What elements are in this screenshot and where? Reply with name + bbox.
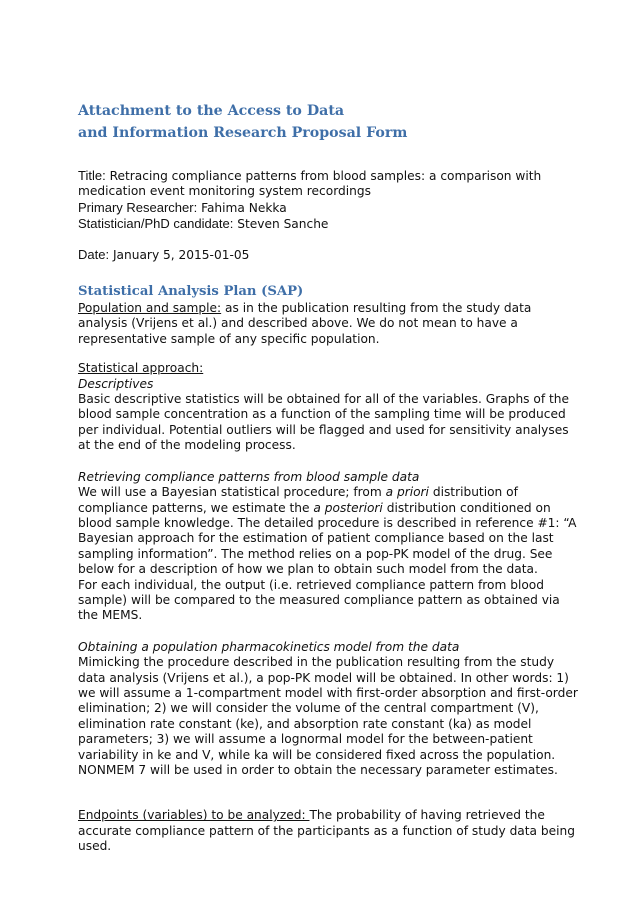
population-text: as in the publication resulting from the study data analysis (Vrijens et al.) and described above. We do not mean to have a representative sample of any specific population.: [78, 301, 532, 346]
date-value: January 5, 2015-01-05: [109, 247, 250, 262]
statistician-value: Steven Sanche: [233, 217, 329, 232]
obtaining-text: Mimicking the procedure described in the publication resulting from the study data analysis (Vrijens et al.), a pop-PK model will be obtained. In other words: 1) we will assume a 1-compartment model with first-order absorption and first-order elimination; 2) we will consider the volume of the central compartment (V), elimination rate constant (ke), and absorption rate constant (ka) as model parameters; 3) we will assume a lognormal model for the between-patient variability in ke and V, while ka will be considered fixed across the population. NONMEM 7 will be used in order to obtain the necessary parameter estimates.: [78, 655, 578, 777]
proposal-meta: [78, 168, 580, 233]
document-header: [78, 100, 580, 144]
retrieving-paragraph: [78, 485, 580, 577]
retrieving-text-2: distribution of compliance patterns, we estimate the: [78, 485, 518, 515]
a-priori-term: a priori: [385, 485, 429, 500]
approach-label: Statistical approach:: [78, 361, 204, 376]
title-row: [78, 168, 580, 200]
sap-heading: Statistical Analysis Plan (SAP): [78, 284, 304, 300]
obtaining-section: [78, 640, 580, 779]
endpoints-paragraph: [78, 808, 580, 854]
population-paragraph: [78, 301, 580, 347]
obtaining-title: Obtaining a population pharmacokinetics model from the data: [78, 639, 460, 654]
retrieving-title: Retrieving compliance patterns from blood sample data: [78, 469, 420, 484]
document-title-line-1: Attachment to the Access to Data: [78, 103, 345, 119]
document-title-line-2: and Information Research Proposal Form: [78, 125, 408, 141]
a-posteriori-term: a posteriori: [313, 500, 383, 515]
researcher-value: Fahima Nekka: [197, 200, 287, 215]
descriptives-title: Descriptives: [78, 376, 154, 391]
retrieving-paragraph-2: For each individual, the output (i.e. retrieved compliance pattern from blood sample) will be compared to the measured compliance pattern as obtained via the MEMS.: [78, 577, 560, 623]
retrieving-section: [78, 470, 580, 624]
retrieving-text-3: distribution conditioned on blood sample knowledge. The detailed procedure is described in reference #1: “A Bayesian approach for the estimation of patient compliance based on the last sampling information”. The method relies on a pop-PK model of the drug. See below for a description of how we plan to obtain such model from the data.: [78, 500, 577, 577]
statistician-row: [78, 216, 580, 232]
title-label: Title:: [78, 168, 106, 183]
statistical-approach-section: [78, 361, 580, 453]
endpoints-label: Endpoints (variables) to be analyzed:: [78, 808, 310, 823]
title-value: Retracing compliance patterns from blood samples: a comparison with medication event monitoring system recordings: [78, 169, 542, 199]
endpoints-text: The probability of having retrieved the accurate compliance pattern of the participants as a function of study data being used.: [78, 808, 575, 854]
retrieving-text-1: We will use a Bayesian statistical procedure; from: [78, 485, 386, 500]
researcher-row: [78, 200, 580, 216]
date-row: [78, 247, 580, 263]
statistician-label: Statistician/PhD candidate:: [78, 216, 234, 232]
date-label: Date:: [78, 246, 110, 262]
researcher-label: Primary Researcher:: [78, 199, 198, 215]
population-label: Population and sample:: [78, 301, 222, 316]
descriptives-text: Basic descriptive statistics will be obtained for all of the variables. Graphs of the blood sample concentration as a function of the sampling time will be produced per individual. Potential outliers will be flagged and used for sensitivity analyses at the end of the modeling process.: [78, 392, 570, 453]
